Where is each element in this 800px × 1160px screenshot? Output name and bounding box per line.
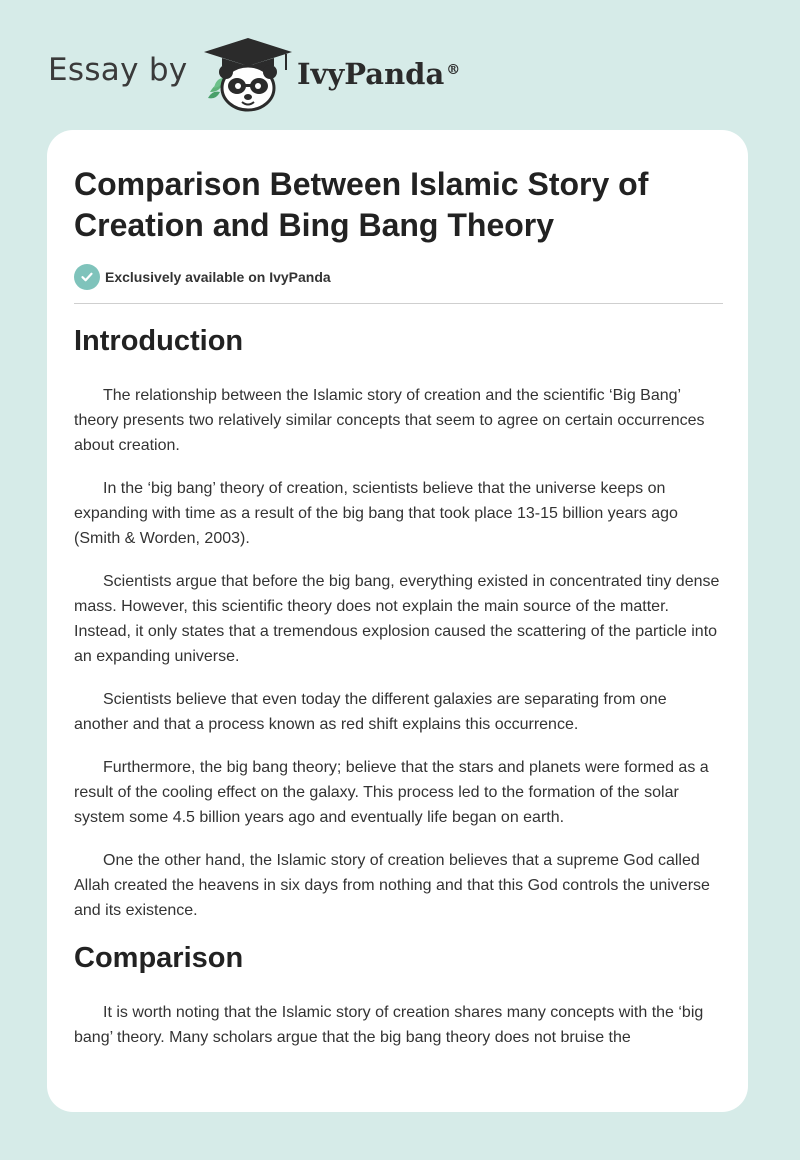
paragraph: Scientists believe that even today the different galaxies are separating from one another and that a process known as red shift explains this occurrence. [74, 691, 667, 733]
site-header [0, 0, 800, 130]
section-heading-comparison: Comparison [74, 942, 244, 974]
paragraph: Furthermore, the big bang theory; believe that the stars and planets were formed as a result of the cooling effect on the galaxy. This process led to the formation of the solar system some 4.5 billion years ago and eventually life began on earth. [74, 759, 709, 826]
paragraph: Scientists argue that before the big bang, everything existed in concentrated tiny dense mass. However, this scientific theory does not explain the main source of the matter. Instead, it only states that a tremendous explosion caused the scattering of the particle into an expanding universe. [74, 573, 720, 665]
divider [74, 303, 723, 304]
paragraph: One the other hand, the Islamic story of creation believes that a supreme God called Allah created the heavens in six days from nothing and that this God controls the universe and its existence. [74, 852, 710, 919]
check-circle-icon [74, 264, 100, 290]
brand-name[interactable]: IvyPanda ® [297, 57, 461, 91]
registered-mark: ® [446, 62, 461, 78]
paragraph: In the ‘big bang’ theory of creation, scientists believe that the universe keeps on expanding with time as a result of the big bang that took place 13-15 billion years ago (Smith & Worden, 2003). [74, 480, 678, 547]
essay-card [47, 130, 748, 1112]
paragraph: It is worth noting that the Islamic story of creation shares many concepts with the ‘big bang’ theory. Many scholars argue that the big bang theory does not bruise the [74, 1004, 704, 1046]
paragraph: The relationship between the Islamic story of creation and the scientific ‘Big Bang’ theory presents two relatively similar concepts that seem to agree on certain occurrences about creation. [74, 387, 705, 454]
essay-content [74, 324, 724, 1068]
exclusive-text: Exclusively available on IvyPanda [105, 269, 331, 285]
exclusive-badge [74, 264, 331, 290]
essay-by-label: Essay by [48, 52, 188, 88]
section-heading-introduction: Introduction [74, 325, 244, 357]
essay-title: Comparison Between Islamic Story of Creation and Bing Bang Theory [74, 166, 649, 243]
panda-graduation-cap-icon[interactable] [200, 36, 296, 112]
